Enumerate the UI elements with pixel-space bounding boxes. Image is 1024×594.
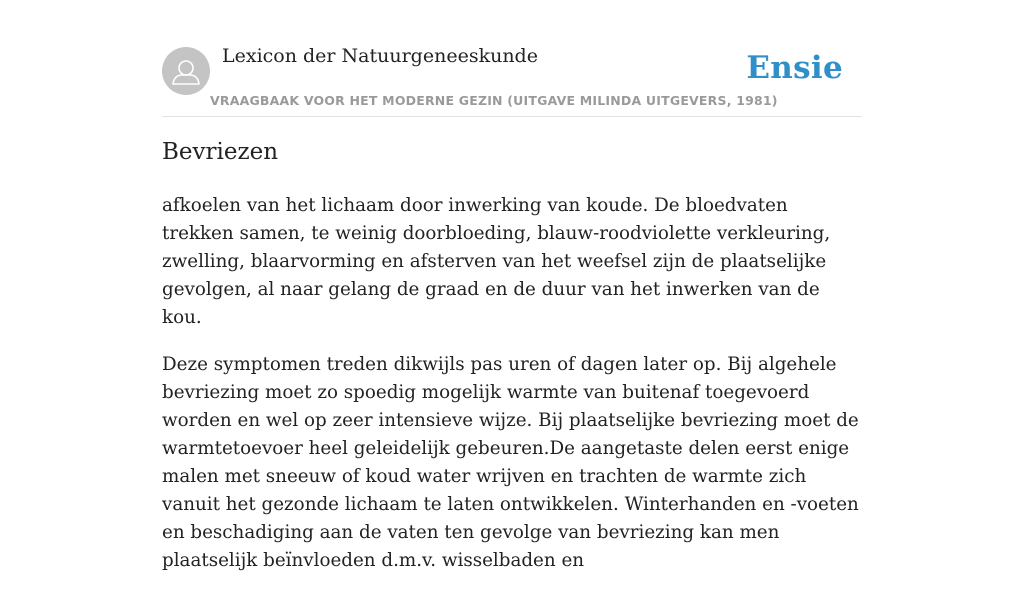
dictionary-source: VRAAGBAAK VOOR HET MODERNE GEZIN (UITGAVE MILINDA UITGEVERS, 1981) (210, 93, 778, 108)
avatar[interactable] (162, 47, 210, 95)
dictionary-header (162, 0, 862, 117)
definition-paragraph: afkoelen van het lichaam door inwerking van koude. De bloedvaten trekken samen, te weinig doorbloeding, blauw-roodviolette verkleuring, zwelling, blaarvorming en afsterven van het weefsel zijn de plaatselijke gevolgen, al naar gelang de graad en de duur van het inwerken van de kou. (162, 195, 831, 328)
user-placeholder-icon (162, 47, 210, 95)
entry-term: Bevriezen (162, 139, 279, 165)
entry-definition (162, 192, 862, 594)
ensie-logo[interactable]: Ensie (746, 50, 843, 86)
dictionary-title[interactable]: Lexicon der Natuurgeneeskunde (222, 45, 538, 67)
definition-paragraph: Deze symptomen treden dikwijls pas uren of dagen later op. Bij algehele bevriezing moet zo spoedig mogelijk warmte van buitenaf toegevoerd worden en wel op zeer intensieve wijze. Bij plaatselijke bevriezing moet de warmtetoevoer heel geleidelijk gebeuren.De aangetaste delen eerst enige malen met sneeuw of koud water wrijven en trachten de warmte zich vanuit het gezonde lichaam te laten ontwikkelen. Winterhanden en -voeten en beschadiging aan de vaten ten gevolge van bevriezing kan men plaatselijk beïnvloeden d.m.v. wisselbaden en (162, 354, 859, 571)
